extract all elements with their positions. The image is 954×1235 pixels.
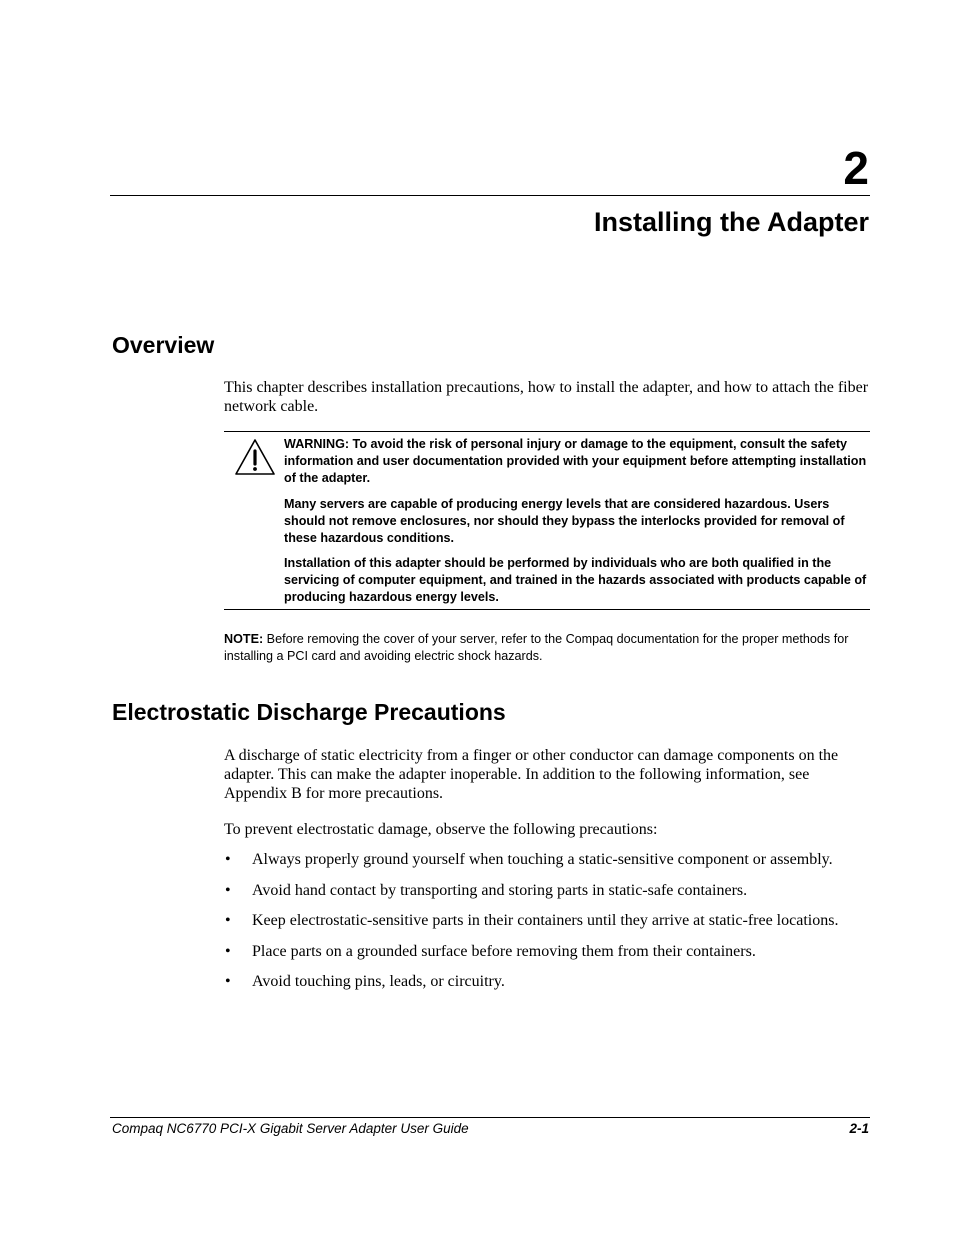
warning-paragraph-3: Installation of this adapter should be performed by individuals who are both qualified in the servicing of computer equipment, and trained in the hazards associated with products capable of producing hazardous energy levels. [284, 556, 867, 604]
note-label: NOTE: [224, 632, 264, 646]
warning-box [224, 431, 870, 610]
bullet-dot: • [225, 973, 231, 990]
overview-heading: Overview [112, 332, 215, 358]
esd-heading: Electrostatic Discharge Precautions [112, 699, 506, 725]
footer-title: Compaq NC6770 PCI-X Gigabit Server Adapter User Guide [112, 1121, 469, 1136]
chapter-rule [110, 195, 870, 196]
list-item-text: Avoid touching pins, leads, or circuitry. [252, 973, 505, 990]
overview-intro: This chapter describes installation precautions, how to install the adapter, and how to attach the fiber network cable. [224, 379, 869, 415]
note-text: Before removing the cover of your server, refer to the Compaq documentation for the proper methods for installing a PCI card and avoiding electric shock hazards. [224, 632, 849, 663]
list-item [224, 881, 870, 901]
chapter-title: Installing the Adapter [593, 207, 869, 237]
list-item-text: Place parts on a grounded surface before removing them from their containers. [252, 942, 756, 960]
esd-paragraph-1: A discharge of static electricity from a finger or other conductor can damage components on the adapter. This can make the adapter inoperable. In addition to the following information, see Appendix B for more precautions. [224, 747, 839, 802]
list-item-text: Always properly ground yourself when touching a static-sensitive component or assembly. [252, 851, 833, 868]
list-item [224, 850, 870, 870]
list-item [224, 942, 870, 962]
bullet-dot: • [225, 942, 231, 960]
warning-paragraph-2: Many servers are capable of producing energy levels that are considered hazardous. Users should not remove enclosures, nor should they bypass the interlocks provided for removal of these hazardous conditions. [284, 497, 845, 545]
page-number: 2-1 [849, 1121, 869, 1136]
warning-triangle-icon [234, 438, 276, 476]
warning-paragraph-1: WARNING: To avoid the risk of personal injury or damage to the equipment, consult the safety information and user documentation provided with your equipment before attempting installation of the adapter. [284, 437, 867, 485]
bullet-dot: • [225, 912, 231, 929]
esd-paragraph-2: To prevent electrostatic damage, observe the following precautions: [224, 821, 658, 838]
list-item-text: Avoid hand contact by transporting and storing parts in static-safe containers. [252, 881, 748, 899]
list-item [224, 972, 870, 992]
chapter-number: 2 [843, 142, 869, 194]
note [224, 631, 864, 665]
precautions-list [224, 850, 870, 1003]
list-item [224, 911, 870, 931]
bullet-dot: • [225, 881, 231, 899]
list-item-text: Keep electrostatic-sensitive parts in their containers until they arrive at static-free locations. [252, 912, 839, 929]
bullet-dot: • [225, 851, 231, 868]
footer-rule [110, 1117, 870, 1118]
